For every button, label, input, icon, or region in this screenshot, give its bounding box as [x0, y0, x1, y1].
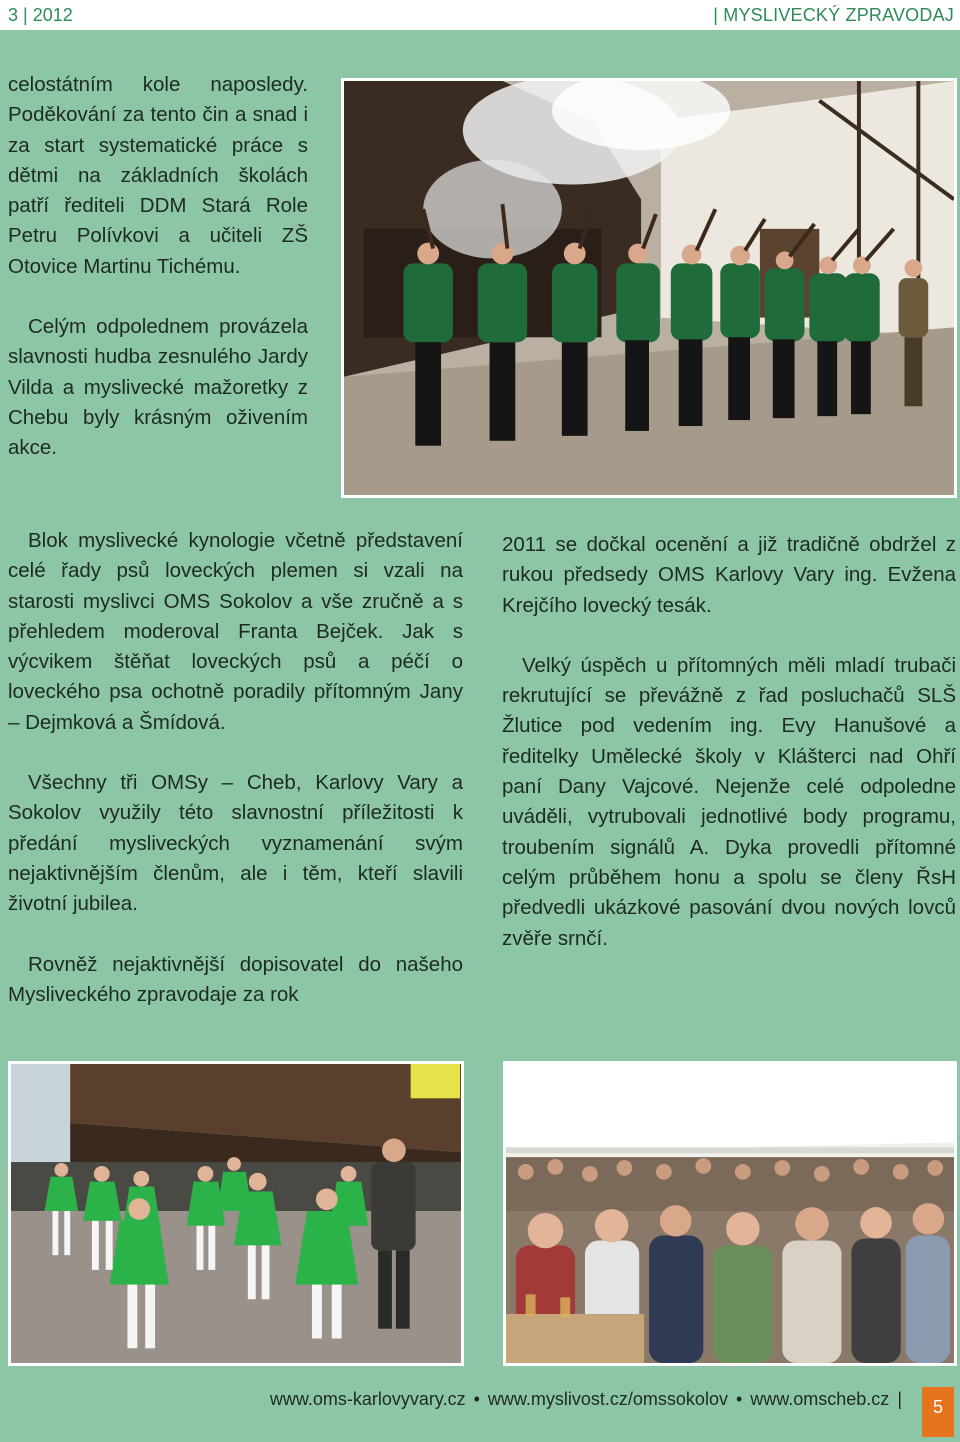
paragraph: celostátním kole naposledy. Poděkování za tento čin a snad i za start systematické práce s dětmi na základních školách patří řediteli DDM Stará Role Petru Polívkovi a učiteli ZŠ Otovice Martinu Tichému.	[8, 73, 308, 278]
paragraph: Všechny tři OMSy – Cheb, Karlovy Vary a Sokolov využily této slavnostní příležitosti k předání mysliveckých vyznamenání svým nejaktivnějším členům, ale i těm, kteří slavili životní jubilea.	[8, 771, 463, 916]
link-myslivost-sokolov[interactable]: www.myslivost.cz/omssokolov	[487, 1389, 728, 1409]
magazine-title: | MYSLIVECKÝ ZPRAVODAJ	[713, 5, 954, 25]
page-header	[0, 0, 960, 30]
right-column-text	[502, 530, 956, 954]
middle-column-text	[8, 526, 463, 1010]
left-column-text	[8, 70, 308, 464]
footer-links	[270, 1389, 902, 1410]
link-oms-karlovyvary[interactable]: www.oms-karlovyvary.cz	[269, 1389, 466, 1409]
bullet-separator: •	[735, 1389, 743, 1409]
photo-majorettes	[8, 1061, 464, 1366]
photo-audience	[503, 1061, 957, 1366]
bullet-separator: •	[473, 1389, 480, 1409]
pipe-separator: |	[897, 1389, 902, 1409]
photo-hunters-firing-salute	[341, 78, 957, 498]
paragraph: Blok myslivecké kynologie včetně představení celé řady psů loveckých plemen si vzali na starosti myslivci OMS Sokolov a vše zručně a s přehledem moderoval Franta Bejček. Jak s výcvikem štěňat loveckých psů a péčí o loveckého psa ochotně poradily přítomným Jany – Dejmková a Šmídová.	[8, 529, 463, 734]
issue-number: 3 | 2012	[8, 5, 73, 25]
page-footer	[0, 1385, 960, 1425]
link-omscheb[interactable]: www.omscheb.cz	[750, 1389, 890, 1409]
paragraph: 2011 se dočkal ocenění a již tradičně obdržel z rukou předsedy OMS Karlovy Vary ing. Evžena Krejčího lovecký tesák.	[502, 533, 956, 617]
paragraph: Celým odpolednem provázela slavnosti hudba zesnulého Jardy Vilda a myslivecké mažoretky z Chebu byly krásným oživením akce.	[8, 315, 308, 460]
paragraph: Velký úspěch u přítomných měli mladí trubači rekrutující se převážně z řad posluchačů SLŠ Žlutice pod vedením ing. Evy Hanušové a ředitelky Umělecké školy v Klášterci nad Ohří paní Dany Vajcové. Nejenže celé odpoledne uváděli, vytrubovali jednotlivé body programu, troubením signálů A. Dyka provedli přítomné celým průběhem honu a spolu se členy ŘsH předvedli ukázkové pasování dvou nových lovců zvěře srnčí.	[502, 653, 956, 950]
page-number-badge: 5	[922, 1387, 954, 1437]
paragraph: Rovněž nejaktivnější dopisovatel do našeho Mysliveckého zpravodaje za rok	[8, 952, 463, 1006]
